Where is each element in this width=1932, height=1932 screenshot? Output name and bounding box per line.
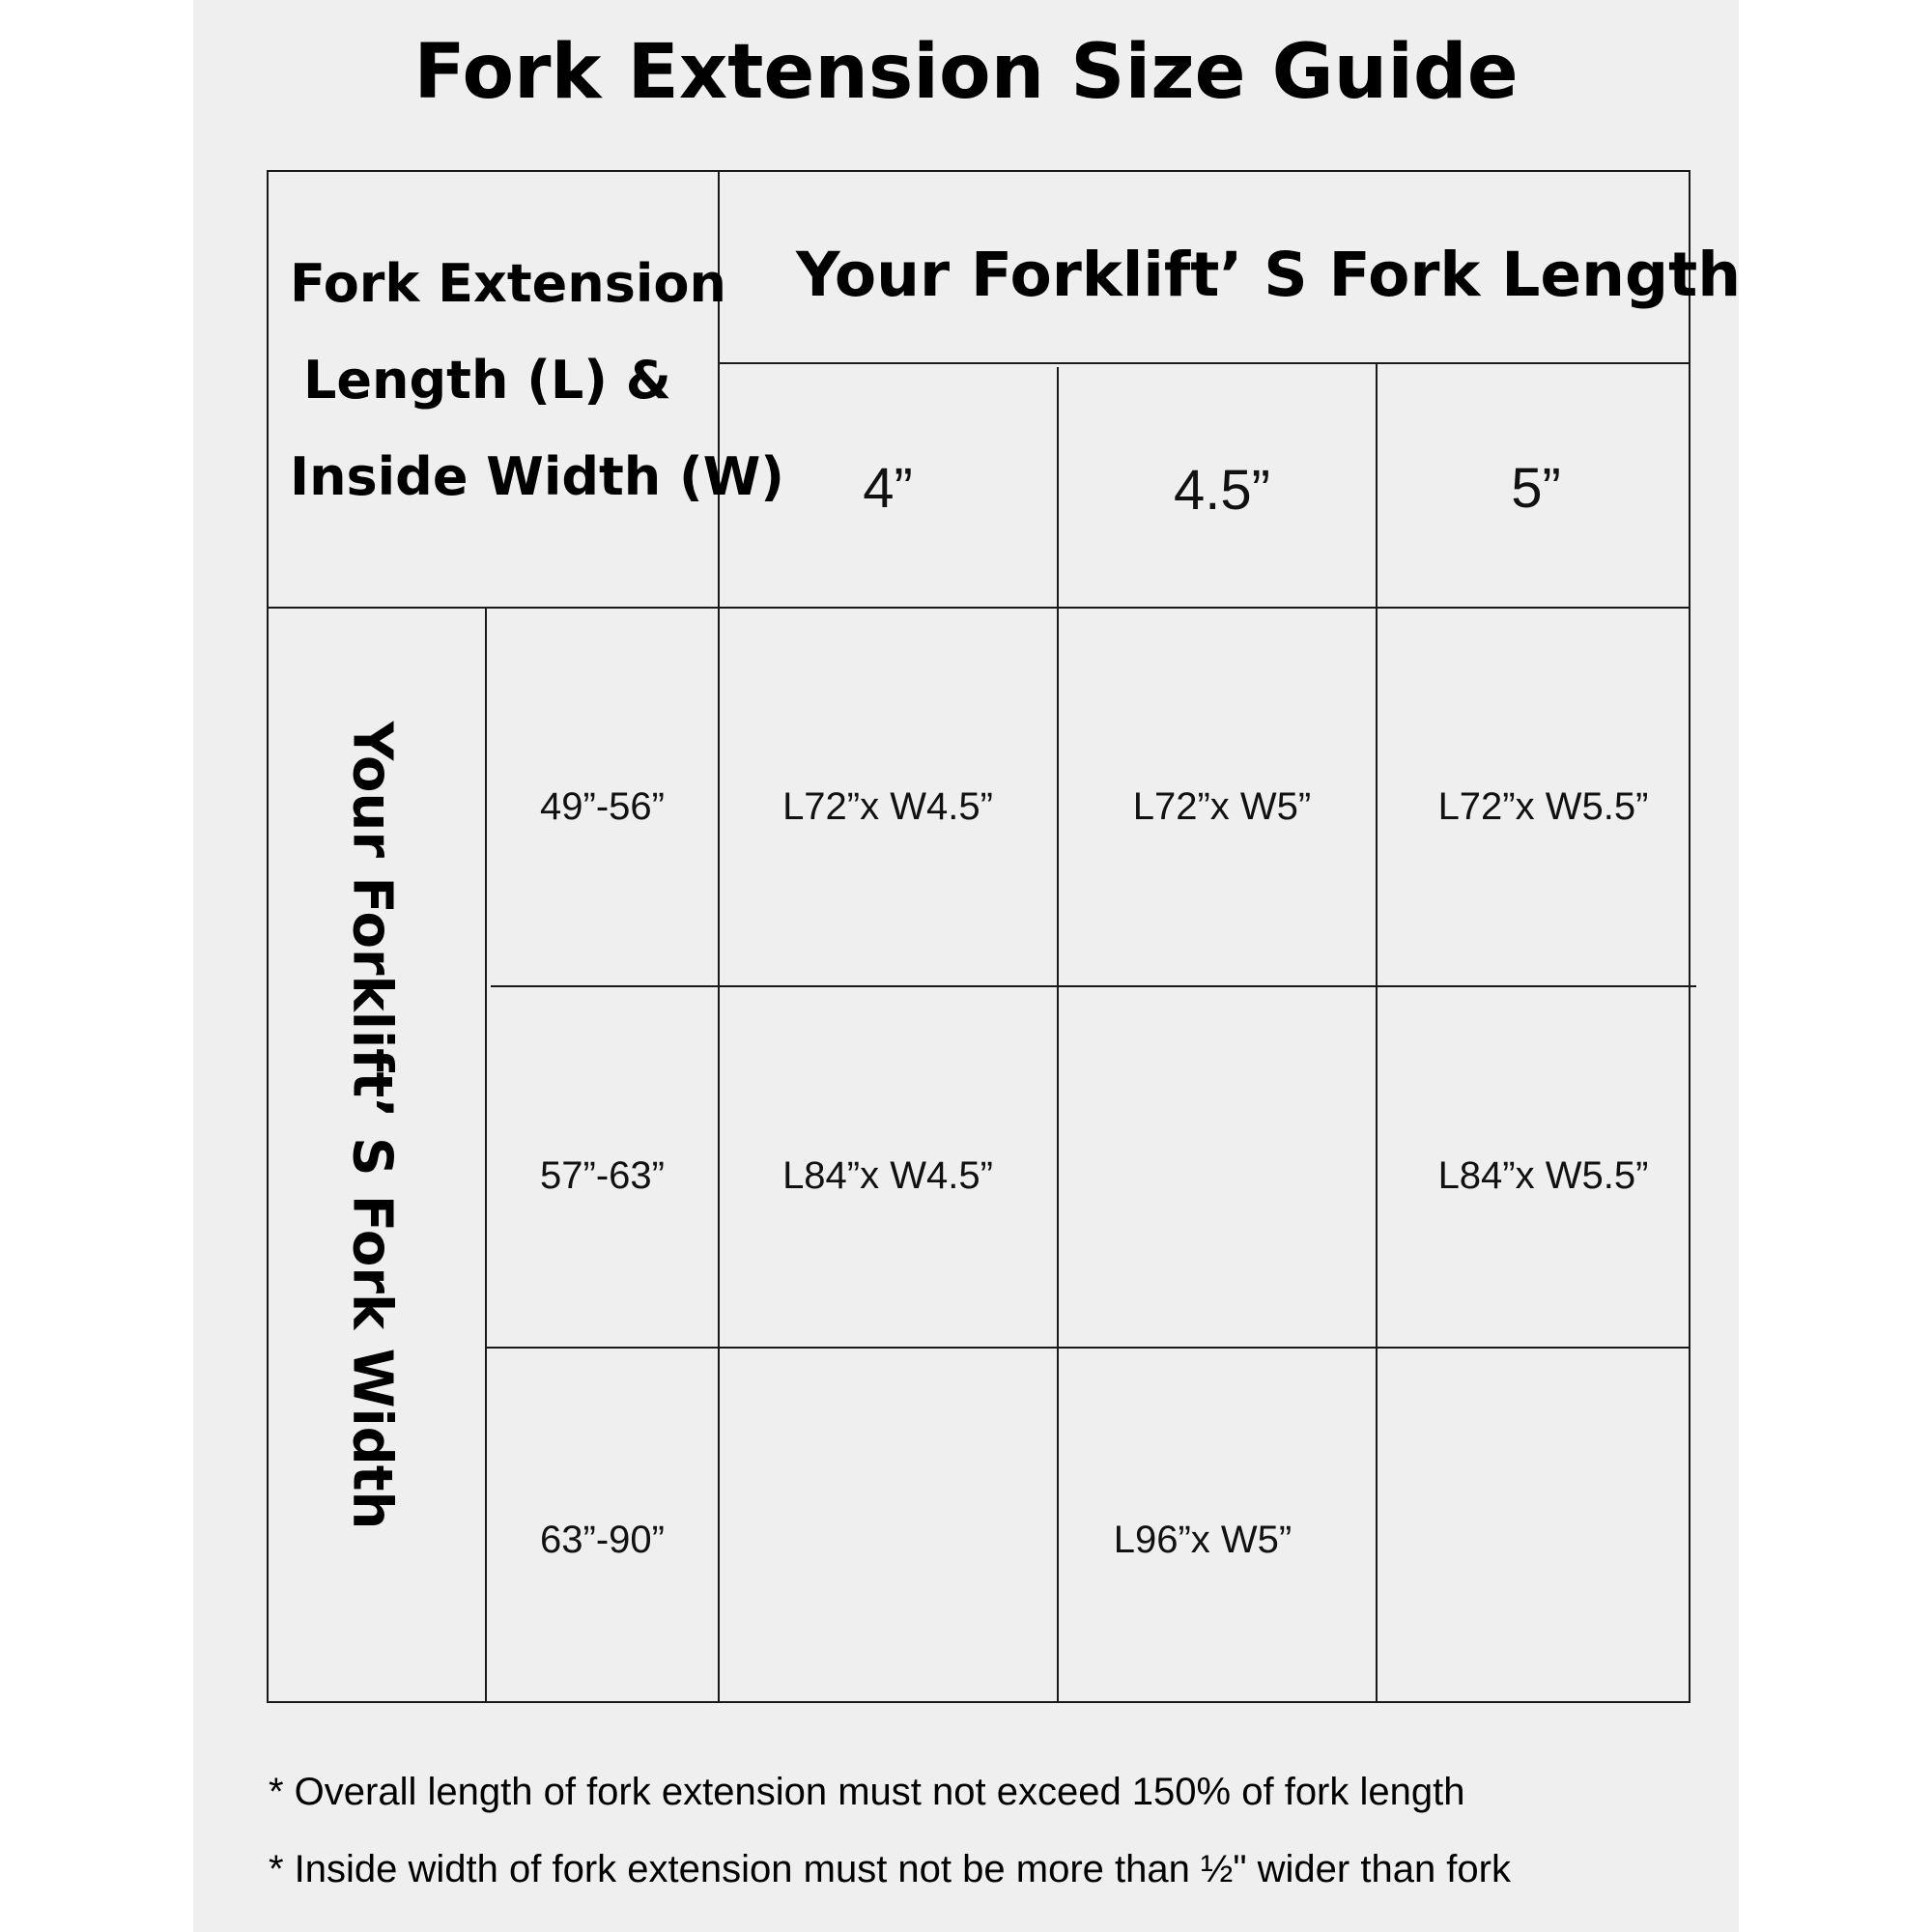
column-group-header: Your Forklift’ S Fork Length	[796, 240, 1742, 310]
footnote-width: * Inside width of fork extension must not be more than ½" wider than fork	[269, 1848, 1511, 1890]
row-divider-2	[486, 1347, 1690, 1349]
column-group-divider	[719, 362, 1690, 364]
table-cell: L84”x W4.5”	[782, 1154, 993, 1197]
row-label-2: 57”-63”	[540, 1154, 665, 1197]
header-divider	[268, 607, 1690, 609]
footnote-length: * Overall length of fork extension must not exceed 150% of fork length	[269, 1771, 1465, 1813]
column-divider-2	[1376, 363, 1378, 1703]
table-cell: L96”x W5”	[1113, 1519, 1293, 1561]
column-divider-1	[1057, 367, 1059, 1703]
row-label-1: 49”-56”	[540, 785, 665, 828]
table-cell: L72”x W4.5”	[782, 785, 993, 828]
row-divider-1	[491, 985, 1696, 987]
corner-divider	[718, 170, 720, 1703]
table-cell: L72”x W5”	[1132, 785, 1312, 828]
row-label-3: 63”-90”	[540, 1519, 665, 1561]
column-header-4-5: 4.5”	[1174, 459, 1270, 522]
corner-header-line-3: Inside Width (W)	[290, 446, 784, 507]
table-border-bottom	[268, 1701, 1690, 1703]
column-header-5: 5”	[1511, 457, 1561, 520]
table-cell: L84”x W5.5”	[1437, 1154, 1649, 1197]
column-header-4: 4”	[863, 457, 913, 520]
corner-header-line-1: Fork Extension	[290, 253, 726, 314]
corner-header-line-2: Length (L) &	[303, 350, 671, 411]
table-border-left	[267, 170, 269, 1703]
row-group-header: Your Forklift’ S Fork Width	[340, 721, 404, 1530]
page-title: Fork Extension Size Guide	[413, 29, 1519, 116]
table-border-top	[268, 170, 1690, 172]
table-border-right	[1689, 170, 1690, 1703]
table-cell: L72”x W5.5”	[1437, 785, 1649, 828]
